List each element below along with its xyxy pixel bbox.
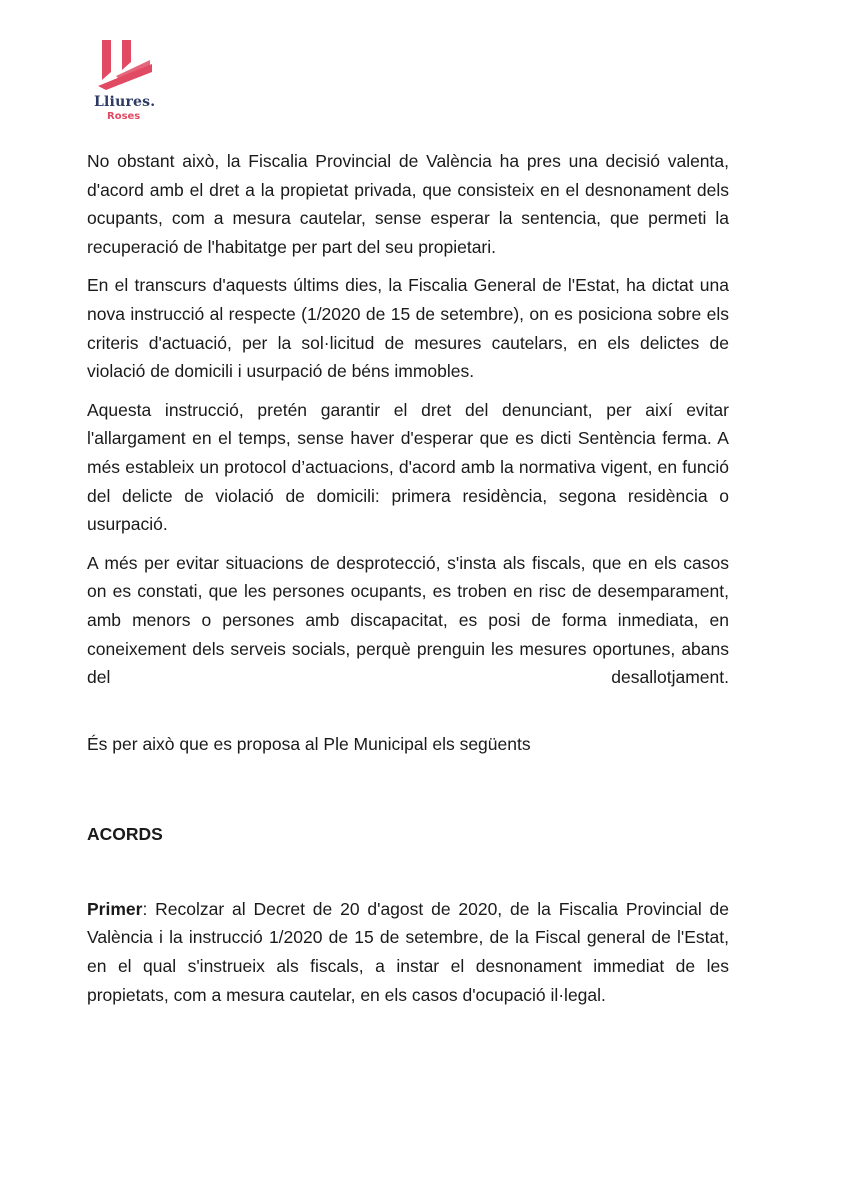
agreement-label: Primer (87, 898, 143, 919)
logo-name: Lliures. (94, 94, 156, 110)
agreement-first (87, 895, 729, 1009)
paragraph-3: Aquesta instrucció, pretén garantir el dret del denunciant, per així evitar l'allargament en el temps, sense haver d'esperar que es dicti Sentència ferma. A més estableix un protocol d’actuacions, d'acord amb la normativa vigent, en funció del delicte de violació de domicili: primera residència, segona residència o usurpació. (87, 399, 729, 535)
paragraph-1: No obstant això, la Fiscalia Provincial de València ha pres una decisió valenta, d'acord amb el dret a la propietat privada, que consisteix en el desnonament dels ocupants, com a mesura cautelar, sense esperar la sentencia, que permeti la recuperació de l'habitatge per part del seu propietari. (87, 151, 729, 257)
proposal-text: És per això que es proposa al Ple Municipal els següents (87, 733, 531, 754)
section-heading: ACORDS (87, 824, 163, 845)
document-body (87, 147, 729, 1019)
party-logo (94, 36, 164, 126)
logo-subtitle: Roses (107, 111, 141, 122)
agreement-text: : Recolzar al Decret de 20 d'agost de 2020, de la Fiscalia Provincial de València i la instrucció 1/2020 de 15 de setembre, de la Fiscal general de l'Estat, en el qual s'instrueix als fiscals, a instar el desnonament immediat de les propietats, com a mesura cautelar, en els casos d'ocupació il·legal. (87, 898, 729, 1005)
logo-mark-icon (94, 36, 156, 92)
paragraph-2: En el transcurs d'aquests últims dies, la Fiscalia General de l'Estat, ha dictat una nova instrucció al respecte (1/2020 de 15 de setembre), on es posiciona sobre els criteris d'actuació, per la sol·licitud de mesures cautelars, en els delictes de violació de domicili i usurpació de béns immobles. (87, 275, 729, 382)
paragraph-4: A més per evitar situacions de desprotecció, s'insta als fiscals, que en els casos on es constati, que les persones ocupants, es troben en risc de desemparament, amb menors o persones amb discapacitat, es posi de forma inmediata, en coneixement dels serveis socials, perquè prenguin les mesures oportunes, abans del desallotjament. (87, 552, 729, 688)
